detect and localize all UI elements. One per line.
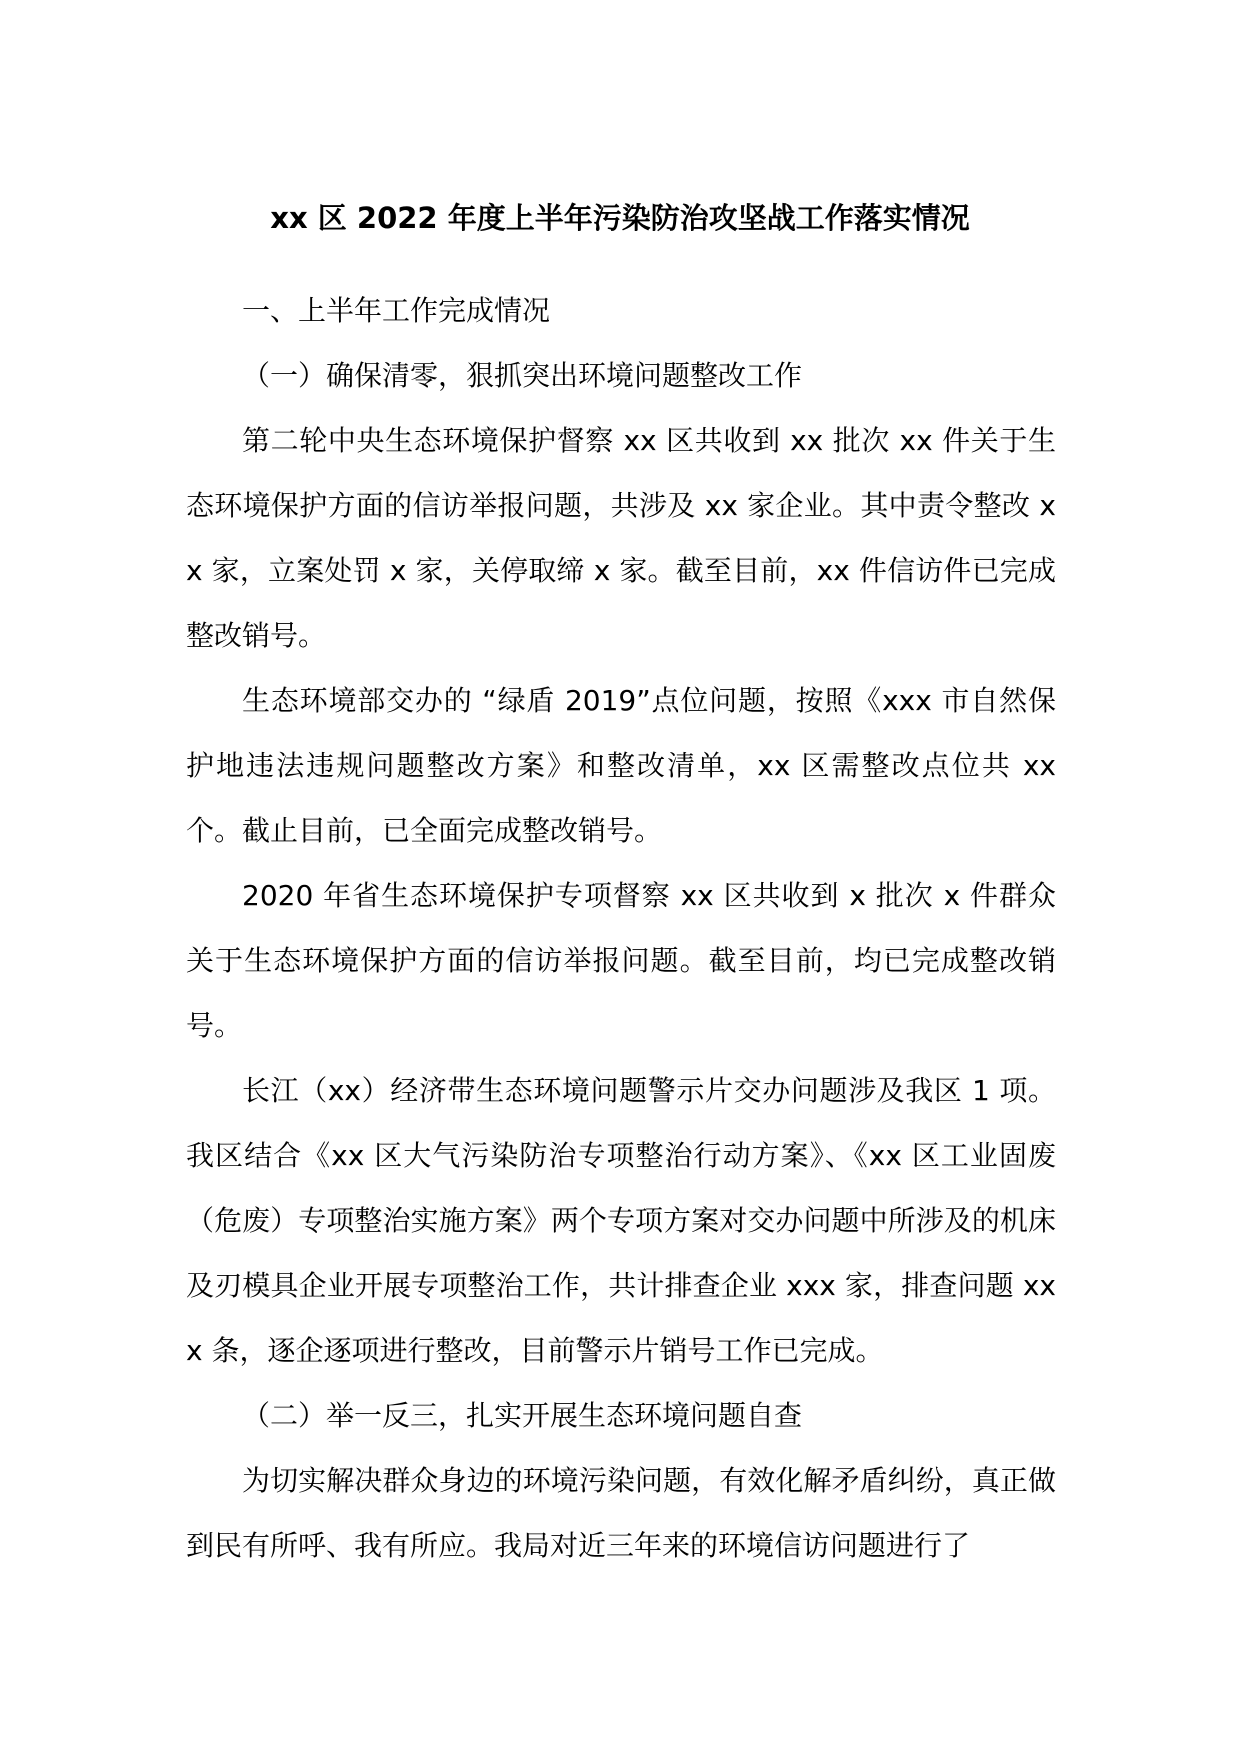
section-heading: 一、上半年工作完成情况: [242, 294, 551, 327]
body-paragraph: 长江（xx）经济带生态环境问题警示片交办问题涉及我区 1 项。我区结合《xx 区大气污染防治专项整治行动方案》、《xx 区工业固废（危废）专项整治实施方案》两个专项方案对交办问题中所涉及的机床及刃模具企业开展专项整治工作，共计排查企业 xxx 家，排查问题 xxx 条，逐企逐项进行整改，目前警示片销号工作已完成。: [186, 1074, 1056, 1367]
body-paragraph: 为切实解决群众身边的环境污染问题，有效化解矛盾纠纷，真正做到民有所呼、我有所应。我局对近三年来的环境信访问题进行了: [186, 1464, 1056, 1562]
subsection-heading: （一）确保清零，狠抓突出环境问题整改工作: [242, 359, 803, 392]
subsection-heading: （二）举一反三，扎实开展生态环境问题自查: [242, 1399, 803, 1432]
document-body: [186, 278, 1056, 1578]
body-paragraph: 生态环境部交办的 “绿盾 2019”点位问题，按照《xxx 市自然保护地违法违规问题整改方案》和整改清单，xx 区需整改点位共 xx 个。截止目前，已全面完成整改销号。: [186, 684, 1056, 847]
body-paragraph: 第二轮中央生态环境保护督察 xx 区共收到 xx 批次 xx 件关于生态环境保护方面的信访举报问题，共涉及 xx 家企业。其中责令整改 xx 家，立案处罚 x 家，关停取缔 x 家。截至目前，xx 件信访件已完成整改销号。: [186, 424, 1056, 652]
body-paragraph: 2020 年省生态环境保护专项督察 xx 区共收到 x 批次 x 件群众关于生态环境保护方面的信访举报问题。截至目前，均已完成整改销号。: [186, 879, 1056, 1042]
document-title: xx 区 2022 年度上半年污染防治攻坚战工作落实情况: [270, 201, 970, 235]
